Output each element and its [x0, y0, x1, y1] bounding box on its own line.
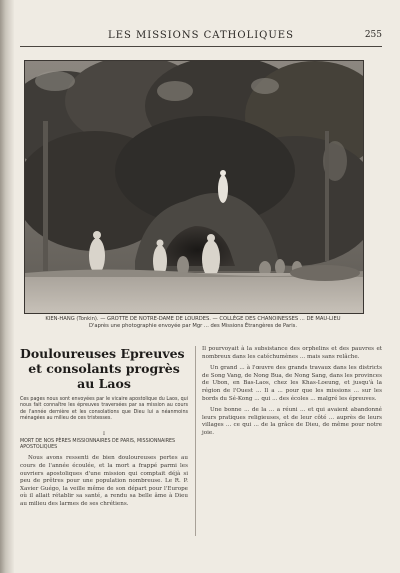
column-divider — [195, 346, 196, 536]
page-number: 255 — [364, 30, 382, 40]
paragraph: Une bonne ... de la ... a réuni ... et qui avaient abandonné leurs pratiques religieuses, et de leur côté ... auprès de leurs villages ... ce qui ... de la grâce de Dieu, de même pour notre joie. — [202, 407, 382, 436]
article-left-column — [20, 346, 188, 509]
section-number: I — [103, 430, 105, 437]
section-heading: MORT DE NOS PÈRES MISSIONNAIRES DE PARIS, MISSIONNAIRES APOSTOLIQUES — [20, 438, 176, 451]
article-title — [20, 346, 188, 391]
paragraph: Nous avons ressenti de bien douloureuses pertes au cours de l'année écoulée, et la mort a frappé parmi les ouvriers apostoliques d'une mission qui comptait déjà si peu de prêtres pour une population nombreuse. Le R. P. Xavier Guégo, la veille même de son départ pour l'Europe où il allait rétablir sa santé, a rendu sa belle âme à Dieu au milieu des larmes de ses chrétiens. — [20, 455, 188, 507]
paragraph: Il pourvoyait à la subsistance des orphelins et des pauvres et nombreux dans les catéchumènes ... mais sans relâche. — [202, 346, 382, 360]
photo-caption — [24, 316, 362, 330]
header-rule — [20, 46, 382, 47]
page-header — [20, 30, 382, 44]
caption-line-2: D'après une photographie envoyée par Mgr ... des Missions Étrangères de Paris. — [88, 323, 298, 329]
grotto-photograph — [24, 60, 364, 314]
article-right-column — [202, 346, 382, 438]
caption-line-1: KIEN-HANG (Tonkin). — GROTTE DE NOTRE-DAME DE LOURDES. — COLLÈGE DES CHANOINESSES ... DE MAU-LIEU — [45, 316, 341, 322]
article-title-line-1: Douloureuses Epreuves — [20, 346, 185, 361]
grotto-photo-drawing — [25, 61, 363, 313]
article-title-line-2: et consolants progrès au Laos — [28, 361, 180, 391]
running-title: LES MISSIONS CATHOLIQUES — [108, 30, 294, 41]
paragraph: Un grand ... à l'œuvre des grands travaux dans les districts de Song Vang, de Nong Bua, de Nong Sang, dans les provinces de Ubon, en Bas-Laos, chez les Khas-Loeung, et jusqu'à la région de l'Ouest ... Il a ... pour que les missions ... sur les bords du Sé-Kong ... qui ... des écoles ... malgré les épreuves. — [202, 365, 382, 402]
book-binding-shadow — [0, 0, 14, 573]
article-lede: Ces pages nous sont envoyées par le vicaire apostolique du Laos, qui nous fait connaître les épreuves traversées par sa mission au cours de l'année dernière et les consolations que Dieu lui a néanmoins ménagées au milieu de ces tristesses. — [20, 397, 188, 422]
